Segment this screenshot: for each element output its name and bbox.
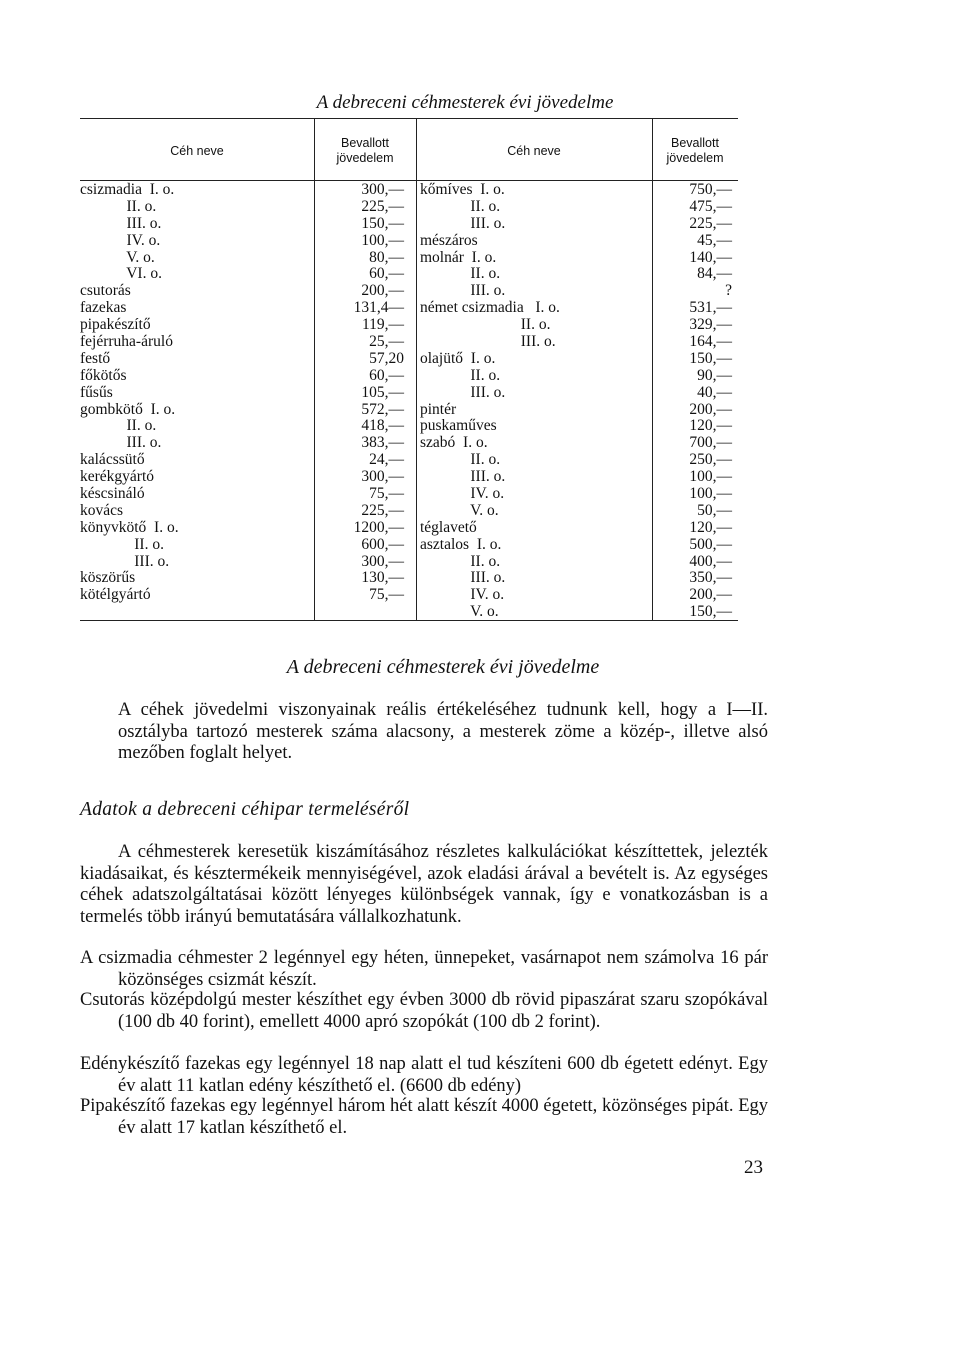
- table-cell: molnár I. o.: [420, 248, 497, 266]
- table-cell: kőmíves I. o.: [420, 181, 505, 198]
- table-cell: 100,—: [361, 231, 404, 249]
- table-cell: III. o.: [420, 383, 506, 401]
- table-cell: szabó I. o.: [420, 434, 488, 452]
- table-cell: 131,4—: [353, 299, 404, 317]
- table-cell: 1200,—: [353, 518, 404, 536]
- table-cell: 24,—: [369, 451, 404, 469]
- table-cell: főkötős: [80, 366, 127, 384]
- table-cell: 225,—: [361, 197, 404, 215]
- table-cell: 225,—: [689, 214, 732, 232]
- table-cell: 60,—: [369, 366, 404, 384]
- table-cell: kalácssütő: [80, 451, 145, 469]
- table-cell: 164,—: [689, 333, 732, 351]
- table-cell: II. o.: [420, 265, 501, 283]
- table-caption: A debreceni céhmesterek évi jövedelme: [316, 92, 614, 113]
- table-cell: késcsináló: [80, 485, 145, 503]
- header-income-right: Bevallott jövedelem: [666, 136, 724, 165]
- table-cell: könyvkötő I. o.: [80, 518, 179, 536]
- table-cell: 100,—: [689, 468, 732, 486]
- table-cell: 750,—: [689, 181, 732, 198]
- table-cell: IV. o.: [420, 485, 505, 503]
- table-cell: 250,—: [689, 451, 732, 469]
- right-values-column: [652, 182, 732, 621]
- table-cell: II. o.: [80, 197, 157, 215]
- left-values-column: [314, 182, 404, 604]
- table-cell: kovács: [80, 501, 124, 519]
- table-cell: 45,—: [697, 231, 732, 249]
- table-cell: köszörűs: [80, 569, 136, 587]
- table-cell: 50,—: [697, 501, 732, 519]
- table-header-rule: [80, 180, 738, 181]
- paragraph-csizmadia: A csizmadia céhmester 2 legénnyel egy héten, ünnepeket, vasárnapot nem számolva 16 pár közönséges csizmát készít.: [80, 948, 768, 990]
- table-cell: V. o.: [420, 501, 499, 519]
- table-cell: 150,—: [361, 214, 404, 232]
- page-number: 23: [744, 1157, 763, 1178]
- table-cell: ?: [725, 282, 732, 300]
- table-cell: 80,—: [369, 248, 404, 266]
- table-cell: 57,20: [369, 349, 404, 367]
- table-cell: 418,—: [361, 417, 404, 435]
- table-cell: kerékgyártó: [80, 468, 155, 486]
- table-cell: VI. o.: [80, 265, 162, 283]
- column-divider: [416, 118, 417, 620]
- table-cell: puskaműves: [420, 417, 497, 435]
- table-cell: 200,—: [689, 586, 732, 604]
- table-cell: 75,—: [369, 586, 404, 604]
- paragraph-income: A céhek jövedelmi viszonyainak reális értékeléséhez tudnunk kell, hogy a I—II. osztályba tartozó mesterek száma alacsony, a mesterek zöme a közép-, illetve alsó mezőben foglalt helyet.: [118, 700, 768, 764]
- table-cell: II. o.: [80, 417, 157, 435]
- table-cell: 329,—: [689, 316, 732, 334]
- table-cell: csutorás: [80, 282, 131, 300]
- table-cell: V. o.: [420, 603, 499, 621]
- table-top-rule: [80, 118, 738, 119]
- table-cell: III. o.: [420, 569, 506, 587]
- header-ceh-left: Céh neve: [170, 143, 224, 158]
- table-cell: festő: [80, 349, 111, 367]
- table-cell: 150,—: [689, 603, 732, 621]
- table-cell: III. o.: [420, 282, 506, 300]
- paragraph-fazekas: Edénykészítő fazekas egy legénnyel 18 nap alatt el tud készíteni 600 db égetett edényt. Egy év alatt 11 katlan edény készíthető el. (6600 db edény): [80, 1054, 768, 1096]
- section-heading-production: Adatok a debreceni céhipar termeléséről: [80, 799, 410, 820]
- table-cell: 25,—: [369, 333, 404, 351]
- table-cell: 300,—: [361, 181, 404, 198]
- table-cell: II. o.: [420, 451, 501, 469]
- table-cell: 700,—: [689, 434, 732, 452]
- table-cell: 383,—: [361, 434, 404, 452]
- table-cell: 150,—: [689, 349, 732, 367]
- table-cell: II. o.: [80, 535, 164, 553]
- section-heading-income: A debreceni céhmesterek évi jövedelme: [286, 656, 600, 678]
- table-cell: II. o.: [420, 552, 501, 570]
- table-cell: fejérruha-áruló: [80, 333, 173, 351]
- table-cell: 100,—: [689, 485, 732, 503]
- table-cell: téglavető: [420, 518, 477, 536]
- table-cell: kötélgyártó: [80, 586, 151, 604]
- table-cell: 105,—: [361, 383, 404, 401]
- table-cell: gombkötő I. o.: [80, 400, 176, 418]
- table-cell: olajütő I. o.: [420, 349, 496, 367]
- table-cell: IV. o.: [80, 231, 161, 249]
- table-cell: 200,—: [361, 282, 404, 300]
- table-cell: 600,—: [361, 535, 404, 553]
- table-cell: 475,—: [689, 197, 732, 215]
- table-cell: III. o.: [80, 552, 170, 570]
- table-cell: 300,—: [361, 468, 404, 486]
- table-cell: pintér: [420, 400, 457, 418]
- table-cell: III. o.: [420, 214, 506, 232]
- table-cell: 120,—: [689, 518, 732, 536]
- table-cell: 40,—: [697, 383, 732, 401]
- table-cell: 572,—: [361, 400, 404, 418]
- table-cell: fazekas: [80, 299, 127, 317]
- left-names-column: [80, 182, 310, 604]
- table-cell: 300,—: [361, 552, 404, 570]
- table-cell: II. o.: [420, 366, 501, 384]
- table-cell: V. o.: [80, 248, 155, 266]
- paragraph-csutoras: Csutorás középdolgú mester készíthet egy évben 3000 db rövid pipaszárat szaru szopókával (100 db 40 forint), emellett 4000 apró szopókát (100 db 2 forint).: [80, 990, 768, 1032]
- table-cell: 84,—: [697, 265, 732, 283]
- table-cell: III. o.: [420, 468, 506, 486]
- table-cell: 75,—: [369, 485, 404, 503]
- table-cell: csizmadia I. o.: [80, 181, 175, 198]
- table-cell: fűsűs: [80, 383, 113, 401]
- table-cell: 120,—: [689, 417, 732, 435]
- table-cell: asztalos I. o.: [420, 535, 502, 553]
- table-cell: II. o.: [420, 316, 551, 334]
- table-cell: IV. o.: [420, 586, 505, 604]
- table-cell: 119,—: [361, 316, 404, 334]
- table-cell: III. o.: [420, 333, 556, 351]
- table-cell: pipakészítő: [80, 316, 151, 334]
- table-cell: 500,—: [689, 535, 732, 553]
- table-cell: német csizmadia I. o.: [420, 299, 560, 317]
- table-cell: 400,—: [689, 552, 732, 570]
- table-cell: mészáros: [420, 231, 478, 249]
- table-cell: 531,—: [689, 299, 732, 317]
- table-cell: III. o.: [80, 434, 162, 452]
- table-cell: III. o.: [80, 214, 162, 232]
- table-cell: 140,—: [689, 248, 732, 266]
- table-cell: 225,—: [361, 501, 404, 519]
- right-names-column: [420, 182, 650, 621]
- header-income-left: Bevallott jövedelem: [336, 136, 394, 165]
- paragraph-production-intro: A céhmesterek keresetük kiszámításához részletes kalkulációkat készíttettek, jelezték kiadásaikat, és késztermékeik mennyiségével, azok eladási árával a bevételt is. Az egységes céhek adatszolgáltatásai között lényeges különbségek vannak, így e vonatkozásban is a termelés több irányú bemutatására vállalkozhatunk.: [80, 842, 768, 927]
- paragraph-pipakeszito: Pipakészítő fazekas egy legénnyel három hét alatt készít 4000 égetett, közönséges pipát. Egy év alatt 17 katlan készíthető el.: [80, 1096, 768, 1138]
- header-ceh-right: Céh neve: [507, 143, 561, 158]
- table-cell: 90,—: [697, 366, 732, 384]
- table-cell: 200,—: [689, 400, 732, 418]
- table-cell: 350,—: [689, 569, 732, 587]
- table-cell: 130,—: [361, 569, 404, 587]
- table-cell: 60,—: [369, 265, 404, 283]
- table-cell: II. o.: [420, 197, 501, 215]
